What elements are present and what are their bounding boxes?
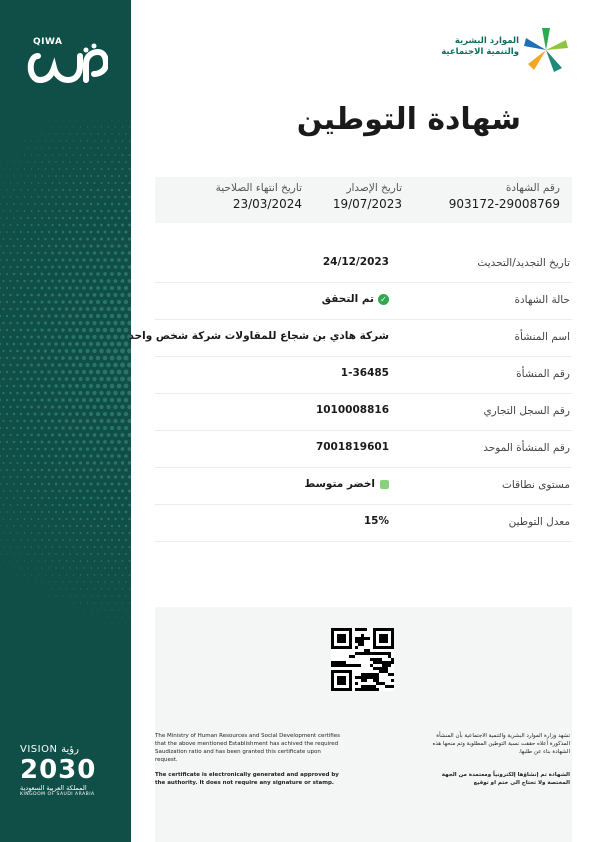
- qiwa-logo-icon: [24, 36, 108, 88]
- establishment-number-label: رقم المنشأة: [516, 368, 570, 380]
- detail-row-saudization-rate: [155, 505, 572, 542]
- cert-number-value: 903172-29008769: [448, 197, 560, 211]
- detail-row-commercial-register: [155, 394, 572, 431]
- cert-number-label: رقم الشهادة: [505, 182, 560, 194]
- english-certification-note: The Ministry of Human Resources and Social Development certifies that the above mentioned Establishment has achived the required Saudization ratio and has been granted this certificate upon request.: [155, 733, 341, 763]
- unified-number-value: 7001819601: [315, 441, 389, 453]
- nitaqat-level-value: [304, 478, 389, 490]
- detail-row-unified-number: [155, 431, 572, 468]
- qiwa-brand-text: QIWA: [33, 37, 63, 47]
- establishment-name-label: اسم المنشأة: [514, 331, 570, 343]
- commercial-register-value: 1010008816: [315, 404, 389, 416]
- establishment-number-value: 1-36485: [340, 367, 389, 379]
- issue-date-value: 19/07/2023: [332, 197, 402, 211]
- commercial-register-label: رقم السجل التجاري: [483, 405, 570, 417]
- saudization-rate-value: 15%: [363, 515, 389, 527]
- unified-number-label: رقم المنشأة الموحد: [483, 442, 570, 454]
- expiry-date-block: [216, 182, 302, 211]
- establishment-name-value: شركة هادي بن شجاع للمقاولات شركة شخص واحد: [128, 330, 389, 342]
- issue-date-label: تاريخ الإصدار: [346, 182, 402, 194]
- vision-year: 2030: [20, 755, 97, 785]
- verification-footer: [155, 607, 572, 842]
- arabic-certification-note: تشهد وزارة الموارد البشرية والتنمية الاجتماعية بأن المنشأة المذكورة أعلاه حققت نسبة التوطين المطلوبة وتم منحها هذه الشهادة بناء عن طلبها.: [432, 733, 570, 755]
- renewal-date-label: تاريخ التجديد/التحديث: [477, 257, 570, 269]
- issue-date-block: [333, 182, 402, 211]
- ministry-name: [441, 36, 519, 58]
- details-list: [128, 246, 572, 542]
- ministry-name-line2: والتنمية الاجتماعية: [441, 47, 519, 57]
- nitaqat-level-text: اخضر متوسط: [304, 478, 375, 490]
- qr-code-icon: [331, 628, 394, 691]
- renewal-date-value: 24/12/2023: [322, 256, 389, 268]
- detail-row-establishment-name: [128, 320, 572, 357]
- status-value: [322, 293, 389, 305]
- expiry-date-label: تاريخ انتهاء الصلاحية: [215, 182, 302, 194]
- certificate-info-bar: [155, 177, 572, 223]
- ministry-name-line1: الموارد البشرية: [454, 36, 519, 46]
- status-text: تم التحقق: [321, 293, 374, 305]
- detail-row-nitaqat-level: [155, 468, 572, 505]
- english-electronic-note: The certificate is electronically generated and approved by the authority. It does not require any signature or stamp.: [155, 772, 339, 786]
- vision-2030-logo: [20, 744, 115, 797]
- vision-label: VISION: [20, 744, 58, 755]
- ministry-star-icon: [521, 24, 571, 76]
- page-title: شهادة التوطين: [296, 102, 521, 137]
- detail-row-status: [155, 283, 572, 320]
- dot-pattern: [0, 120, 131, 680]
- nitaqat-color-indicator: [380, 480, 389, 489]
- vision-country-en: KINGDOM OF SAUDI ARABIA: [20, 792, 95, 797]
- detail-row-renewal-date: [155, 246, 572, 283]
- sidebar: [0, 0, 131, 842]
- arabic-electronic-note: الشهادة تم إنشاؤها إلكترونياً ومعتمدة من الجهة المختصة ولا تحتاج الى ختم او توقيع: [441, 772, 570, 786]
- vision-label-ar: رؤية: [61, 744, 79, 755]
- ministry-logo: [431, 24, 571, 76]
- saudization-rate-label: معدل التوطين: [508, 516, 570, 528]
- status-label: حالة الشهادة: [514, 294, 570, 306]
- verified-check-icon: ✓: [378, 294, 389, 305]
- detail-row-establishment-number: [155, 357, 572, 394]
- vision-country-ar: المملكة العربية السعودية: [20, 784, 87, 792]
- nitaqat-level-label: مستوى نطاقات: [502, 479, 570, 491]
- cert-number-block: [449, 182, 560, 211]
- expiry-date-value: 23/03/2024: [232, 197, 302, 211]
